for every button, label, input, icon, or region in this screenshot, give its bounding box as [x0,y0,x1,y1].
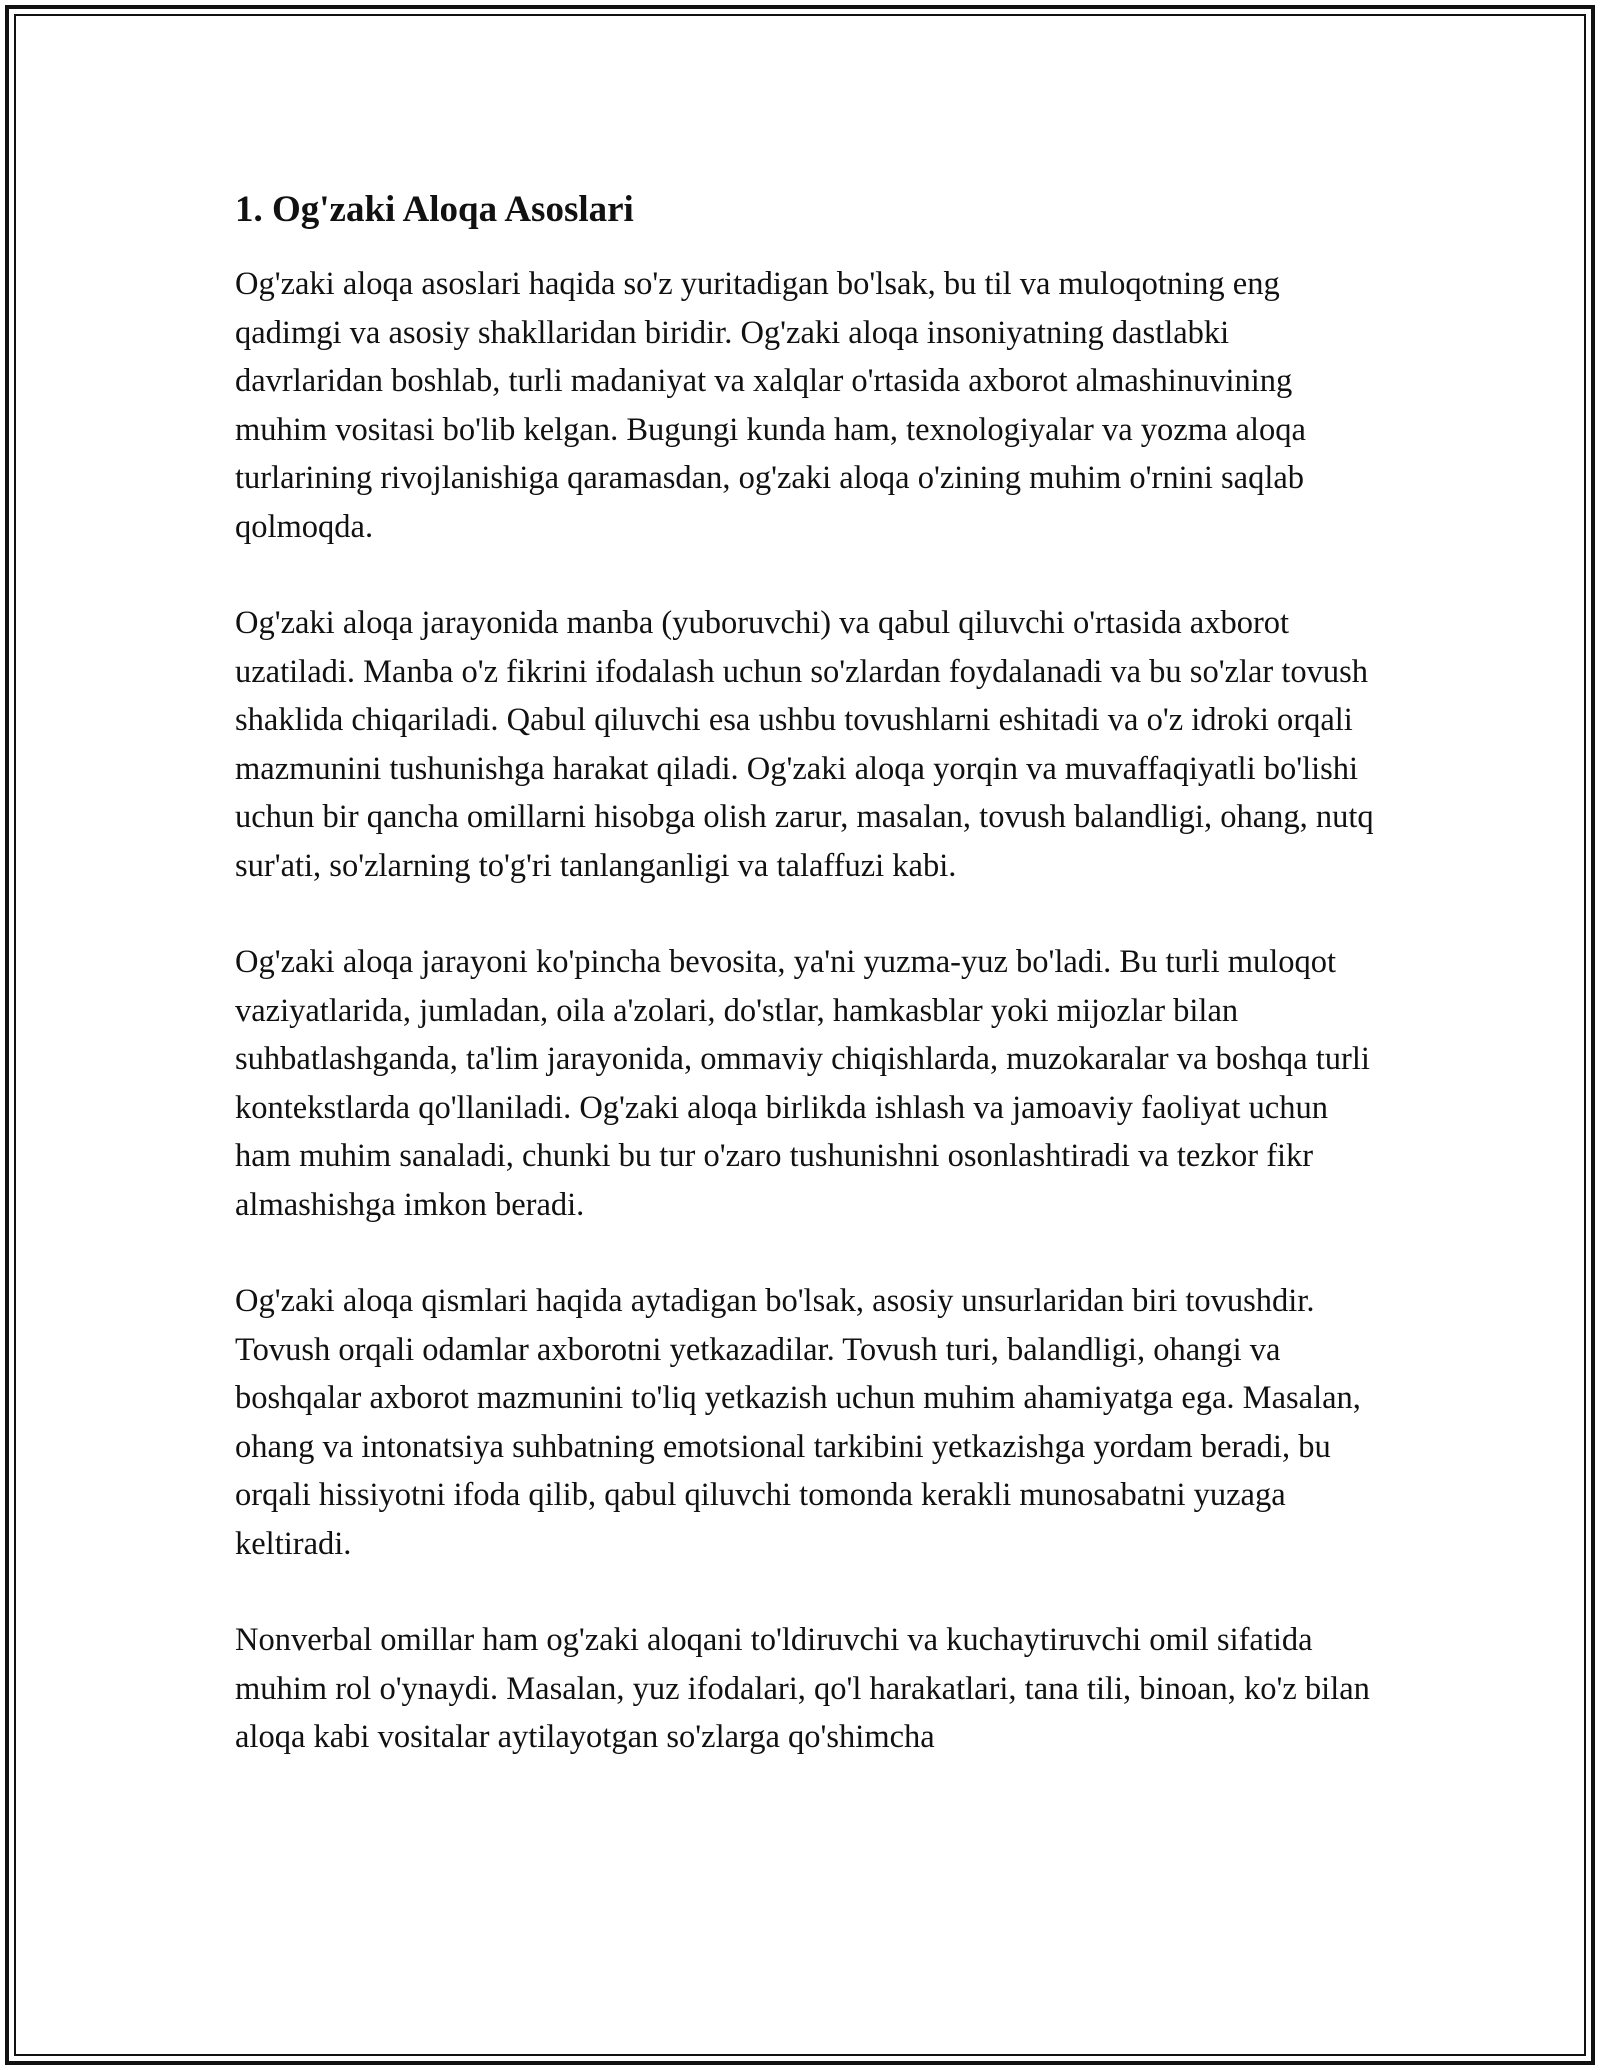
paragraph-3: Og'zaki aloqa jarayoni ko'pincha bevosita, ya'ni yuzma-yuz bo'ladi. Bu turli muloqot vaziyatlarida, jumladan, oila a'zolari, do'stlar, hamkasblar yoki mijozlar bilan suhbatlashganda, ta'lim jarayonida, ommaviy chiqishlarda, muzokaralar va boshqa turli kontekstlarda qo'llaniladi. Og'zaki aloqa birlikda ishlash va jamoaviy faoliyat uchun ham muhim sanaladi, chunki bu tur o'zaro tushunishni osonlashtiradi va tezkor fikr almashishga imkon beradi. [235,944,1370,1223]
paragraph-5: Nonverbal omillar ham og'zaki aloqani to'ldiruvchi va kuchaytiruvchi omil sifatida muhim rol o'ynaydi. Masalan, yuz ifodalari, qo'l harakatlari, tana tili, binoan, ko'z bilan aloqa kabi vositalar aytilayotgan so'zlarga qo'shimcha [235,1622,1370,1755]
paragraph-1: Og'zaki aloqa asoslari haqida so'z yuritadigan bo'lsak, bu til va muloqotning eng qadimgi va asosiy shakllaridan biridir. Og'zaki aloqa insoniyatning dastlabki davrlaridan boshlab, turli madaniyat va xalqlar o'rtasida axborot almashinuvining muhim vositasi bo'lib kelgan. Bugungi kunda ham, texnologiyalar va yozma aloqa turlarining rivojlanishiga qaramasdan, og'zaki aloqa o'zining muhim o'rnini saqlab qolmoqda. [235,266,1306,545]
section-heading: 1. Og'zaki Aloqa Asoslari [235,189,634,230]
paragraph-2: Og'zaki aloqa jarayonida manba (yuboruvchi) va qabul qiluvchi o'rtasida axborot uzatiladi. Manba o'z fikrini ifodalash uchun so'zlardan foydalanadi va bu so'zlar tovush shaklida chiqariladi. Qabul qiluvchi esa ushbu tovushlarni eshitadi va o'z idroki orqali mazmunini tushunishga harakat qiladi. Og'zaki aloqa yorqin va muvaffaqiyatli bo'lishi uchun bir qancha omillarni hisobga olish zarur, masalan, tovush balandligi, ohang, nutq sur'ati, so'zlarning to'g'ri tanlanganligi va talaffuzi kabi. [235,605,1374,884]
document-body [235,186,1375,1762]
paragraph-4: Og'zaki aloqa qismlari haqida aytadigan bo'lsak, asosiy unsurlaridan biri tovushdir. Tovush orqali odamlar axborotni yetkazadilar. Tovush turi, balandligi, ohangi va boshqalar axborot mazmunini to'liq yetkazish uchun muhim ahamiyatga ega. Masalan, ohang va intonatsiya suhbatning emotsional tarkibini yetkazishga yordam beradi, bu orqali hissiyotni ifoda qilib, qabul qiluvchi tomonda kerakli munosabatni yuzaga keltiradi. [235,1283,1361,1562]
